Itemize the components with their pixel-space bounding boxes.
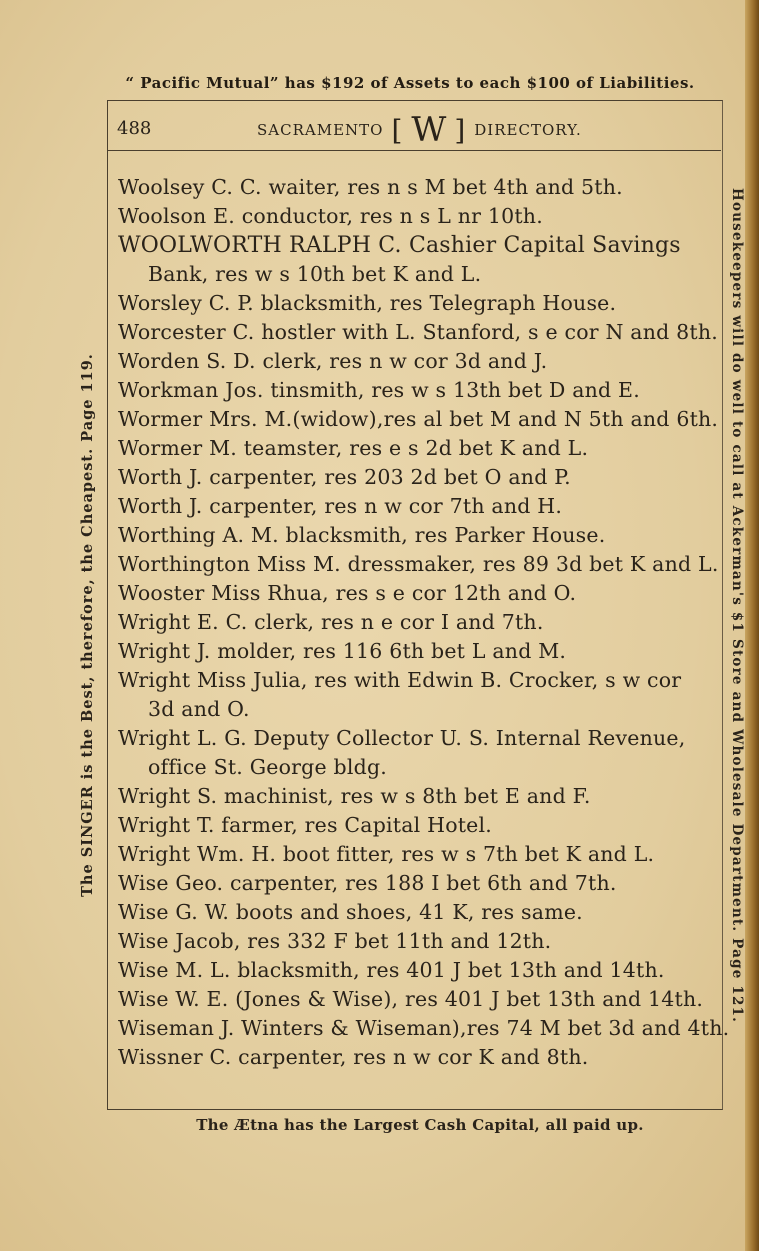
running-header [107, 104, 721, 151]
header-label: DIRECTORY. [474, 121, 582, 139]
header-title [257, 110, 582, 150]
directory-entry: WOOLWORTH RALPH C. Cashier Capital Savings [118, 233, 681, 258]
directory-entry: Woolson E. conductor, res n s L nr 10th. [118, 204, 543, 228]
directory-entry: Wormer M. teamster, res e s 2d bet K and L. [118, 436, 589, 460]
header-bracket-open: [ [391, 113, 404, 147]
directory-entry-continuation: Bank, res w s 10th bet K and L. [148, 262, 482, 286]
directory-entry: Wise M. L. blacksmith, res 401 J bet 13th and 14th. [118, 958, 665, 982]
header-city: SACRAMENTO [257, 121, 384, 139]
directory-entry: Wright E. C. clerk, res n e cor I and 7th. [118, 610, 544, 634]
directory-entry: Wormer Mrs. M.(widow),res al bet M and N 5th and 6th. [118, 407, 719, 431]
directory-entry: Worden S. D. clerk, res n w cor 3d and J. [118, 349, 548, 373]
directory-entry: Wissner C. carpenter, res n w cor K and 8th. [118, 1045, 589, 1069]
directory-entry: Wright Miss Julia, res with Edwin B. Crocker, s w cor [118, 668, 682, 692]
directory-entry: Wright T. farmer, res Capital Hotel. [118, 813, 492, 837]
directory-entry: Worth J. carpenter, res 203 2d bet O and P. [118, 465, 571, 489]
directory-entry: Wise G. W. boots and shoes, 41 K, res same. [118, 900, 583, 924]
bottom-advertisement: The Ætna has the Largest Cash Capital, all paid up. [196, 1116, 644, 1134]
header-bracket-close: ] [454, 113, 467, 147]
top-advertisement: “ Pacific Mutual” has $192 of Assets to each $100 of Liabilities. [125, 74, 695, 92]
directory-entry: Wise Geo. carpenter, res 188 I bet 6th and 7th. [118, 871, 617, 895]
page-number: 488 [117, 118, 152, 139]
directory-entry: Worcester C. hostler with L. Stanford, s e cor N and 8th. [118, 320, 718, 344]
directory-entry: Worthing A. M. blacksmith, res Parker House. [118, 523, 606, 547]
page-edge [745, 0, 759, 1251]
header-letter: W [411, 110, 447, 150]
directory-entries [118, 173, 730, 1072]
directory-entry: Worth J. carpenter, res n w cor 7th and H. [118, 494, 563, 518]
directory-entry-continuation: 3d and O. [148, 697, 250, 721]
directory-entry: Wright J. molder, res 116 6th bet L and M. [118, 639, 567, 663]
directory-entry: Worthington Miss M. dressmaker, res 89 3d bet K and L. [118, 552, 719, 576]
directory-entry: Worsley C. P. blacksmith, res Telegraph House. [118, 291, 617, 315]
directory-entry: Woolsey C. C. waiter, res n s M bet 4th and 5th. [118, 175, 623, 199]
directory-entry: Wiseman J. Winters & Wiseman),res 74 M bet 3d and 4th. [118, 1016, 730, 1040]
right-margin-advertisement: Housekeepers will do well to call at Ackerman's $1 Store and Wholesale Department. Page 121. [729, 188, 745, 1024]
directory-entry-continuation: office St. George bldg. [148, 755, 387, 779]
directory-entry: Wise W. E. (Jones & Wise), res 401 J bet 13th and 14th. [118, 987, 704, 1011]
directory-entry: Wright Wm. H. boot fitter, res w s 7th bet K and L. [118, 842, 655, 866]
directory-entry: Wise Jacob, res 332 F bet 11th and 12th. [118, 929, 552, 953]
directory-entry: Wooster Miss Rhua, res s e cor 12th and O. [118, 581, 577, 605]
left-margin-advertisement: The SINGER is the Best, therefore, the Cheapest. Page 119. [79, 353, 96, 897]
directory-entry: Wright S. machinist, res w s 8th bet E and F. [118, 784, 591, 808]
directory-entry: Wright L. G. Deputy Collector U. S. Internal Revenue, [118, 726, 686, 750]
directory-entry: Workman Jos. tinsmith, res w s 13th bet D and E. [118, 378, 640, 402]
